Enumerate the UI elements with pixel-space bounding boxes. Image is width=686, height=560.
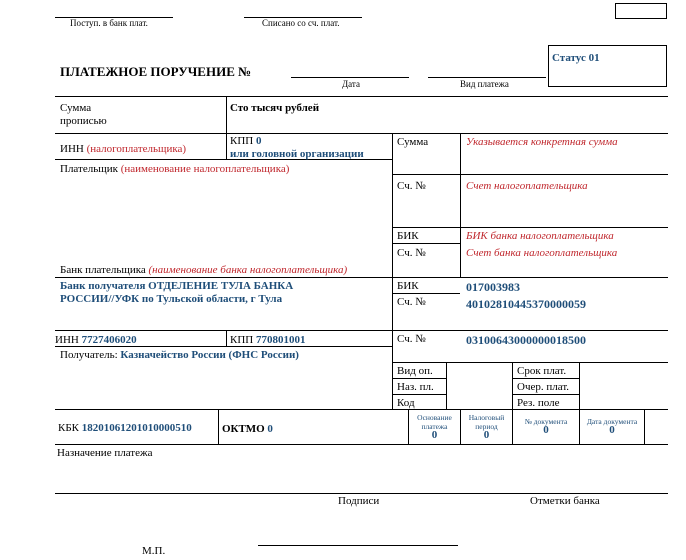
docnum-value: 0 bbox=[543, 424, 549, 436]
status-label: Статус 01 bbox=[552, 52, 600, 64]
form-code-box bbox=[615, 3, 667, 19]
recipient-bank-bik-label: БИК bbox=[397, 280, 419, 292]
grid-line-top bbox=[55, 96, 668, 97]
payer-bank-account-hint: Счет банка налогоплательщика bbox=[466, 247, 618, 259]
grid-v-tax-6 bbox=[644, 409, 645, 444]
amount-words-label-1: Сумма bbox=[60, 102, 92, 114]
code-label: Код bbox=[397, 397, 415, 409]
grid-line-sum bbox=[392, 174, 668, 175]
period-label-2: период bbox=[475, 422, 498, 431]
debited-label: Списано со сч. плат. bbox=[262, 18, 340, 28]
grid-line-op-1 bbox=[392, 378, 446, 379]
page-title: ПЛАТЕЖНОЕ ПОРУЧЕНИЕ № bbox=[60, 64, 252, 79]
grid-v-op-a bbox=[446, 362, 447, 409]
payer-label: Плательщик bbox=[60, 163, 118, 175]
kbk-label: КБК bbox=[58, 422, 79, 434]
recipient-bank-account-value: 40102810445370000059 bbox=[466, 297, 586, 311]
payer-bank-bik-label: БИК bbox=[397, 230, 419, 242]
recipient-kpp bbox=[230, 334, 305, 346]
payer-kpp-label: КПП bbox=[230, 135, 254, 147]
payer-name bbox=[60, 163, 289, 175]
payer-kpp-value: 0 bbox=[255, 135, 262, 147]
recipient-bank-name-2: РОССИИ//УФК по Тульской области, г Тула bbox=[60, 293, 283, 305]
grid-v-recipient-kpp bbox=[226, 330, 227, 346]
basis-label-1: Основание bbox=[417, 413, 452, 422]
signature-line bbox=[258, 545, 458, 546]
recipient-label: Получатель: bbox=[60, 349, 118, 361]
docnum-label: № документа bbox=[524, 417, 568, 426]
grid-v-op-b bbox=[512, 362, 513, 409]
docdate-cell bbox=[580, 417, 644, 435]
reserve-label: Рез. поле bbox=[517, 397, 560, 409]
docdate-label: Дата документа bbox=[586, 417, 638, 426]
amount-words-label-2: прописью bbox=[60, 115, 107, 127]
grid-line-op-3 bbox=[392, 394, 446, 395]
recipient-inn bbox=[55, 334, 137, 346]
payment-type-label: Вид платежа bbox=[460, 79, 509, 89]
sum-label: Сумма bbox=[397, 136, 429, 148]
grid-line-recipient-bik bbox=[392, 293, 460, 294]
basis-label-2: платежа bbox=[421, 422, 448, 431]
grid-v-op-c bbox=[579, 362, 580, 409]
oktmo bbox=[222, 423, 273, 435]
recipient-bank-name-1: Банк получателя ОТДЕЛЕНИЕ ТУЛА БАНКА bbox=[60, 280, 294, 292]
payment-purpose-label: Назначение платежа bbox=[57, 447, 153, 459]
recipient-kpp-value: 770801001 bbox=[255, 334, 306, 346]
recipient-kpp-label: КПП bbox=[230, 334, 254, 346]
payer-kpp bbox=[230, 135, 261, 147]
grid-v-amount bbox=[226, 96, 227, 134]
period-value: 0 bbox=[483, 429, 490, 441]
basis-value: 0 bbox=[431, 429, 438, 441]
payer-bank-account-label: Сч. № bbox=[397, 247, 426, 259]
kbk bbox=[58, 422, 192, 434]
recipient-name bbox=[60, 349, 299, 361]
recipient-inn-value: 7727406020 bbox=[81, 334, 137, 346]
grid-line-op-bottom bbox=[55, 409, 668, 410]
grid-line-op-2 bbox=[512, 378, 579, 379]
recipient-account-label: Сч. № bbox=[397, 333, 426, 345]
payer-inn-label: ИНН bbox=[60, 143, 84, 155]
deadline-label: Срок плат. bbox=[517, 365, 567, 377]
purpose-bottom-line bbox=[55, 493, 668, 494]
grid-line-payer-bank bbox=[55, 277, 668, 278]
payment-type-line bbox=[428, 77, 546, 78]
received-label: Поступ. в банк плат. bbox=[70, 18, 148, 28]
grid-line-recipient-bank bbox=[55, 330, 668, 331]
grid-v-kpp bbox=[226, 133, 227, 159]
grid-line-tax-bottom bbox=[55, 444, 668, 445]
op-type-label: Вид оп. bbox=[397, 365, 433, 377]
recipient-value: Казначейство России (ФНС России) bbox=[120, 349, 299, 361]
grid-v-values bbox=[460, 133, 461, 277]
signatures-label: Подписи bbox=[338, 495, 380, 507]
recipient-bank-bik-value: 017003983 bbox=[466, 280, 520, 294]
docdate-value: 0 bbox=[609, 424, 615, 436]
payer-bank-hint: (наименование банка налогоплательщика) bbox=[148, 264, 348, 276]
sum-hint: Указывается конкретная сумма bbox=[466, 136, 618, 148]
grid-line-payer-bik bbox=[392, 243, 460, 244]
payer-hint: (наименование налогоплательщика) bbox=[120, 163, 290, 175]
grid-v-tax-1 bbox=[218, 409, 219, 444]
payer-kpp-hint: или головной организации bbox=[230, 148, 364, 160]
grid-line-recipient-inn bbox=[55, 346, 392, 347]
grid-line-amount-bottom bbox=[55, 133, 668, 134]
period-label-1: Налоговый bbox=[468, 413, 505, 422]
basis-cell bbox=[409, 413, 460, 440]
date-label: Дата bbox=[342, 79, 360, 89]
purpose-code-label: Наз. пл. bbox=[397, 381, 434, 393]
grid-line-payer-account bbox=[392, 227, 668, 228]
kbk-value: 18201061201010000510 bbox=[81, 422, 192, 434]
amount-words-value: Сто тысяч рублей bbox=[230, 102, 320, 114]
order-label: Очер. плат. bbox=[517, 381, 570, 393]
payer-account-hint: Счет налогоплательщика bbox=[466, 180, 588, 192]
grid-line-op-4 bbox=[512, 394, 579, 395]
oktmo-label: ОКТМО bbox=[222, 423, 265, 435]
docnum-cell bbox=[513, 417, 579, 435]
payer-account-label: Сч. № bbox=[397, 180, 426, 192]
recipient-inn-label: ИНН bbox=[55, 334, 79, 346]
payer-inn bbox=[60, 143, 186, 155]
payer-bank-bik-hint: БИК банка налогоплательщика bbox=[466, 230, 614, 242]
period-cell bbox=[461, 413, 512, 440]
payer-inn-hint: (налогоплательщика) bbox=[86, 143, 187, 155]
payer-bank-name bbox=[60, 264, 347, 276]
oktmo-value: 0 bbox=[267, 423, 273, 435]
date-line bbox=[291, 77, 409, 78]
bank-marks-label: Отметки банка bbox=[530, 495, 600, 507]
stamp-label: М.П. bbox=[142, 545, 166, 557]
recipient-account-value: 03100643000000018500 bbox=[466, 333, 586, 347]
grid-line-recipient bbox=[392, 362, 668, 363]
recipient-bank-account-label: Сч. № bbox=[397, 296, 426, 308]
payer-bank-label: Банк плательщика bbox=[60, 264, 146, 276]
